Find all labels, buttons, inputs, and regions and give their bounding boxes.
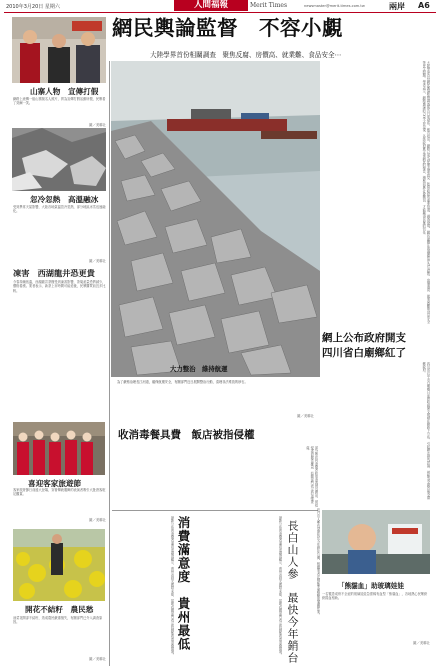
story-rapeseed-credit: 圖／美聯社	[89, 657, 106, 661]
masthead-english: Merit Times	[250, 2, 288, 9]
story-ice-title: 忽冷忽熱 高溫融冰	[30, 195, 99, 204]
melting-ice-photo-image	[12, 128, 106, 191]
photo-caption: 為了嚴格治理長江河道，確保航運安全，有關部門近日展開整治行動，清理非法堆放的砂石。	[117, 380, 248, 384]
help-child-credit: 圖／美聯社	[413, 641, 430, 645]
story-ice-credit: 圖／美聯社	[89, 259, 106, 263]
photo-credit: 圖／美聯社	[297, 414, 314, 418]
story-tea-title: 凍害 西湖龍井恐更貴	[13, 268, 95, 278]
issue-date: 2010年3月20日 星期六	[6, 4, 60, 10]
page-header	[4, 0, 436, 13]
masthead-logo: 人間福報	[174, 0, 248, 11]
main-article-body: 大陸學界首份網民輿論監督調查報告日前發布，報告指出，網路已成為民眾表達意見、監督政府的重要管道。調查發現，網民最關注的議題依序為反腐敗、房價過高、就業困難與食品安全等民生問題。學者表示，網路輿論的力量不容忽視，各級政府應正視網民的聲音，積極回應社會關切，才能贏得民眾的信任。	[421, 61, 430, 324]
page-number: A6	[418, 1, 430, 10]
section-name: 兩岸	[389, 2, 405, 11]
ginseng-body: 長白山人參有望最快於今年銷往台灣，相關業者正積極準備檢驗與通關作業。	[316, 508, 320, 617]
story-counterfeit-credit: 圖／美聯社	[89, 123, 106, 127]
main-headline: 網民輿論監督 不容小覷	[112, 16, 343, 40]
story-rapeseed-title: 開花不結籽 農民愁	[25, 605, 94, 614]
sichuan-headline-line1: 網上公布政府開支	[322, 332, 406, 344]
river-rocks-photo	[111, 61, 320, 377]
section-rule	[112, 510, 318, 511]
sichuan-article-body: 四川省巴中市白廟鄉日前將政府開支明細在網路上公布，引起網友熱烈討論，被稱為全國首個全裸鄉政府。	[421, 362, 430, 500]
hakka-festival-photo-image	[13, 422, 105, 475]
rapeseed-field-photo-image	[13, 529, 105, 601]
ginseng-headline: 長白山人參 最快今年銷台	[286, 520, 299, 664]
story-hakka-credit: 圖／美聯社	[89, 518, 106, 522]
help-child-body: 一名罹患成骨不全症的玻璃娃娃急需稀有血型「熊貓血」，各地熱心民眾紛紛捐血相助。	[322, 592, 428, 601]
story-tea-body: 今春持續低溫，西湖龍井茶樹受到凍害影響，茶葉產量恐將減少，價格看漲。業者表示，新茶上市時間可能延後，民眾購買前宜多比較。	[13, 280, 106, 293]
poison-tableware-headline: 收消毒餐具費 飯店被指侵權	[118, 429, 255, 441]
photo-hakka-festival	[13, 422, 105, 475]
guizhou-body-right: 最新公布的消費者滿意度調查顯示，貴州省排名敬陪末座，當地有關部門表示將積極改善消費環境。	[278, 516, 282, 657]
story-counterfeit-body: 網路上流傳一組山寨版名人照片，實為宣傳打假活動所製，民眾看了莞爾一笑。	[13, 97, 106, 106]
guizhou-body-left: 最新公布的消費者滿意度調查顯示，貴州省排名敬陪末座，當地有關部門表示將積極改善消費環境。	[170, 516, 174, 657]
poison-tableware-body: 部分飯店向消費者收取消毒餐具費用，被指侵害消費者權益，有關部門表示將加強查處。	[305, 446, 318, 507]
glass-child-photo-image	[322, 510, 430, 574]
story-rapeseed-body: 油菜花開卻不結籽，造成農民嚴重損失，有關部門已介入調查原因。	[13, 616, 103, 625]
help-child-title: 「熊貓血」助玻璃娃娃	[338, 582, 404, 590]
contact-email: newsmaster@merit-times.com.tw	[304, 3, 365, 8]
story-counterfeit-title: 山寨人物 宣傳打假	[30, 87, 99, 96]
photo-rapeseed-field	[13, 529, 105, 601]
photo-glass-child	[322, 510, 430, 574]
story-hakka-title: 喜迎客家旅遊節	[28, 479, 82, 488]
photo-title: 大力整治 維持航運	[170, 365, 228, 373]
guizhou-headline: 消費滿意度 貴州最低	[176, 516, 191, 651]
counterfeit-figures-photo-image	[12, 17, 106, 83]
column-divider	[109, 61, 110, 666]
photo-counterfeit-figures	[12, 17, 106, 83]
photo-melting-ice	[12, 128, 106, 191]
main-subheadline: 大陸學界首份相關調查 聚焦反腐、房價高、就業難、食品安全⋯	[150, 51, 342, 59]
river-rocks-photo-image	[111, 61, 320, 377]
story-ice-body: 受到異常天氣影響，大陸各地氣溫忽冷忽熱，部分地區冰雪迅速融化。	[13, 205, 106, 214]
story-hakka-body: 客家旅遊節日前盛大登場，穿著傳統服飾的表演者吸引大批遊客駐足觀賞。	[13, 488, 106, 497]
sichuan-headline-line2: 四川省白廟鄉紅了	[322, 347, 406, 359]
